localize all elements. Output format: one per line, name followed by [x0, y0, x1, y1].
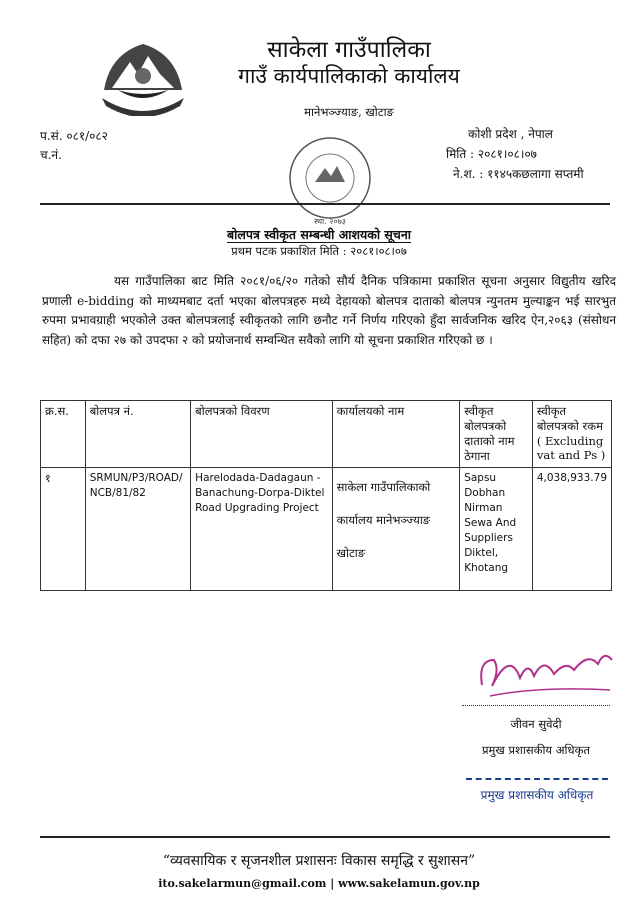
table-row	[41, 468, 612, 591]
footer-slogan: “व्यवसायिक र सृजनशील प्रशासनः विकास समृद्धि र सुशासन”	[162, 853, 476, 869]
header-sn: क्र.स.	[41, 401, 86, 468]
header-office: कार्यालयको नाम	[332, 401, 460, 468]
header-bidder: स्वीकृत बोलपत्रको दाताको नाम ठेगाना	[460, 401, 533, 468]
cell-description: Harelodada-Dadagaun - Banachung-Dorpa-Diktel Road Upgrading Project	[191, 468, 332, 591]
office-name: गाउँ कार्यपालिकाको कार्यालय	[238, 64, 460, 88]
cell-bid-no: SRMUN/P3/ROAD/NCB/81/82	[85, 468, 190, 591]
letter-date: मिति : २०८१।०८।०७	[446, 147, 537, 161]
signatory-designation: प्रमुख प्रशासकीय अधिकृत	[482, 743, 590, 757]
header-divider	[40, 203, 610, 205]
header-amount: स्वीकृत बोलपत्रको रकम ( Excluding vat and Ps )	[532, 401, 611, 468]
office-seal-stamp	[275, 132, 385, 230]
table-header-row	[41, 401, 612, 468]
dispatch-number: च.नं.	[40, 148, 62, 162]
footer-divider	[40, 836, 610, 838]
header-description: बोलपत्रको विवरण	[191, 401, 332, 468]
office-address: मानेभञ्ज्याङ, खोटाङ	[304, 105, 394, 119]
notice-subtitle: प्रथम पटक प्रकाशित मिति : २०८१।०८।०७	[231, 244, 407, 258]
handwritten-signature	[470, 630, 620, 710]
cell-bidder: Sapsu Dobhan Nirman Sewa And Suppliers Diktel, Khotang	[460, 468, 533, 591]
cell-sn: १	[41, 468, 86, 591]
footer-contact: ito.sakelarmun@gmail.com | www.sakelamun.gov.np	[158, 877, 480, 890]
cell-office: साकेला गाउँपालिकाको कार्यालय मानेभञ्ज्याङ खोटाङ	[332, 468, 460, 591]
nepal-sambat-date: ने.श. : ११४५कछलागा सप्तमी	[453, 167, 584, 181]
svg-text:स्था. २०७३: स्था. २०७३	[314, 217, 346, 226]
notice-body: यस गाउँपालिका बाट मिति २०८१/०६/२० गतेको सौर्य दैनिक पत्रिकामा प्रकाशित सूचना अनुसार विद्युतीय खरिद प्रणाली e-bidding को माध्यमबाट दर्ता भएका बोलपत्रहरु मध्ये देहायको बोलपत्र दाताको बोलपत्र न्युनतम मुल्याङ्कन भई सारभुत रुपमा प्रभावग्राही भएकोले उक्त बोलपत्रलाई स्वीकृतको लागि छनौट गर्ने निर्णय गरिएको हुँदा सार्वजनिक खरिद ऐन,२०६३ (संसोधन सहित) को दफा २७ को उपदफा २ को प्रयोजनार्थ सम्वन्धित सवैको लागि यो सूचना प्रकाशित गरिएको छ ।	[42, 274, 616, 347]
cell-amount: 4,038,933.79	[532, 468, 611, 591]
header-bid-no: बोलपत्र नं.	[85, 401, 190, 468]
municipality-name: साकेला गाउँपालिका	[267, 37, 431, 63]
accepted-bid-table	[40, 400, 612, 591]
signatory-name: जीवन सुवेदी	[510, 717, 562, 731]
notice-title: बोलपत्र स्वीकृत सम्बन्धी आशयको सूचना	[227, 227, 411, 242]
signature-line	[462, 705, 610, 706]
designation-stamp: प्रमुख प्रशासकीय अधिकृत	[462, 786, 612, 803]
province: कोशी प्रदेश , नेपाल	[468, 127, 553, 141]
reference-number: प.सं. ०८१/०८२	[40, 129, 108, 143]
